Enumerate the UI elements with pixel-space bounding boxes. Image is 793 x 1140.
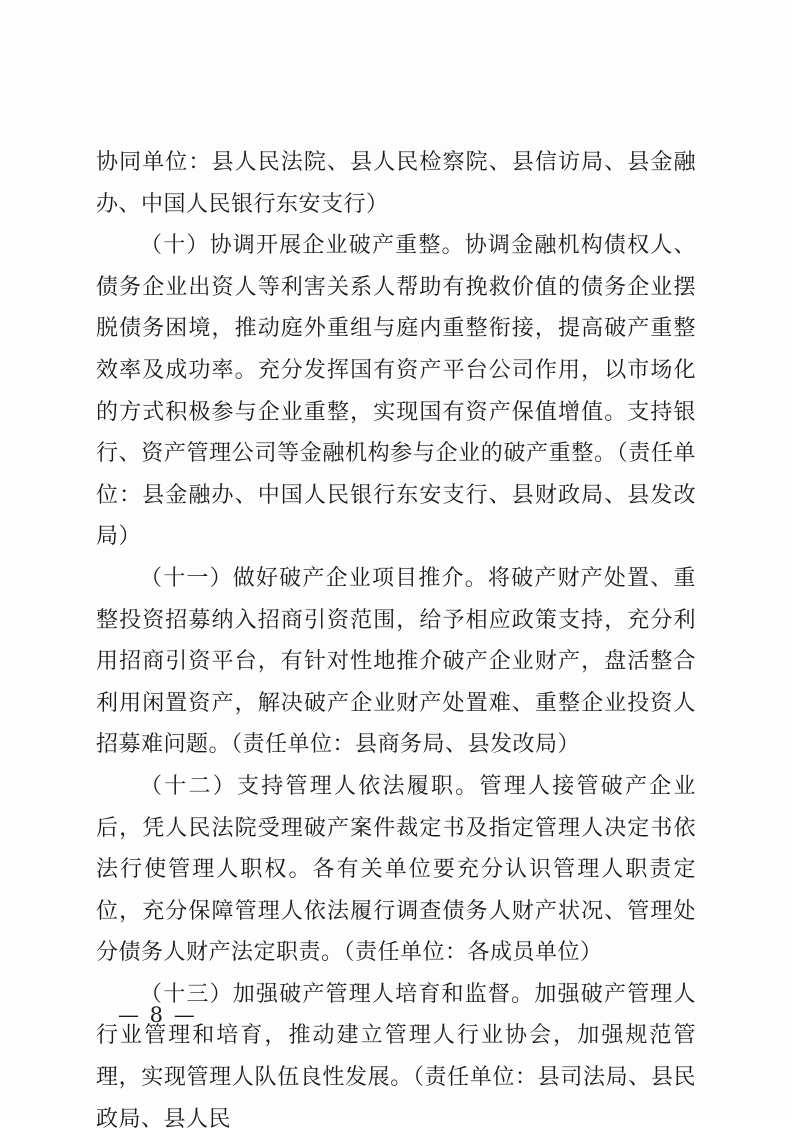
paragraph-item-10: （十）协调开展企业破产重整。协调金融机构债权人、债务企业出资人等利害关系人帮助有挽救价值的债务企业摆脱债务困境，推动庭外重组与庭内重整衔接，提高破产重整效率及成功率。充分发挥国有资产平台公司作用，以市场化的方式积极参与企业重整，实现国有资产保值增值。支持银行、资产管理公司等金融机构参与企业的破产重整。（责任单位：县金融办、中国人民银行东安支行、县财政局、县发改局） <box>96 233 696 550</box>
paragraph-continuation: 协同单位：县人民法院、县人民检察院、县信访局、县金融办、中国人民银行东安支行） <box>96 150 696 217</box>
body-text <box>96 142 696 1140</box>
paragraph-item-12: （十二）支持管理人依法履职。管理人接管破产企业后，凭人民法院受理破产案件裁定书及指定管理人决定书依法行使管理人职权。各有关单位要充分认识管理人职责定位，充分保障管理人依法履行调查债务人财产状况、管理处分债务人财产法定职责。（责任单位：各成员单位） <box>96 773 696 966</box>
page-number: — 8 — <box>118 1003 197 1027</box>
paragraph-item-13: （十三）加强破产管理人培育和监督。加强破产管理人行业管理和培育，推动建立管理人行业协会，加强规范管理，实现管理人队伍良性发展。（责任单位：县司法局、县民政局、县人民 <box>96 981 696 1132</box>
paragraph-item-11: （十一）做好破产企业项目推介。将破产财产处置、重整投资招募纳入招商引资范围，给予相应政策支持，充分利用招商引资平台，有针对性地推介破产企业财产，盘活整合利用闲置资产，解决破产企业财产处置难、重整企业投资人招募难问题。（责任单位：县商务局、县发改局） <box>96 565 696 758</box>
